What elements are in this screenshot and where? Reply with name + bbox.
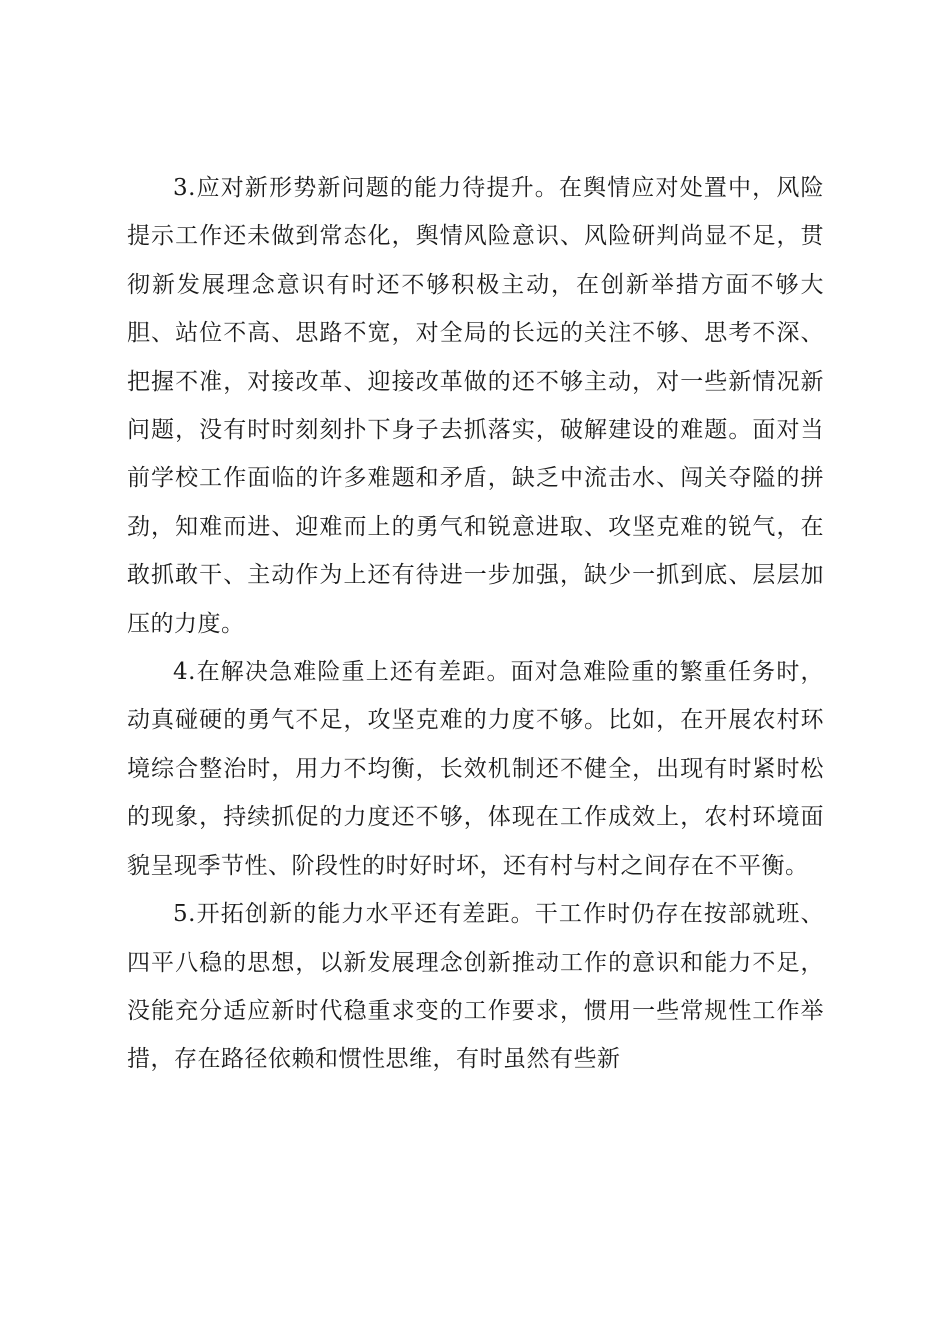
paragraph-3: 3.应对新形势新问题的能力待提升。在舆情应对处置中，风险提示工作还未做到常态化，舆情风险意识、风险研判尚显不足，贯彻新发展理念意识有时还不够积极主动，在创新举措方面不够大胆、站位不高、思路不宽，对全局的长远的关注不够、思考不深、把握不准，对接改革、迎接改革做的还不够主动，对一些新情况新问题，没有时时刻刻扑下身子去抓落实，破解建设的难题。面对当前学校工作面临的许多难题和矛盾，缺乏中流击水、闯关夺隘的拼劲，知难而进、迎难而上的勇气和锐意进取、攻坚克难的锐气，在敢抓敢干、主动作为上还有待进一步加强，缺少一抓到底、层层加压的力度。 [127, 175, 824, 637]
paragraph-5: 5.开拓创新的能力水平还有差距。干工作时仍存在按部就班、四平八稳的思想，以新发展理念创新推动工作的意识和能力不足，没能充分适应新时代稳重求变的工作要求，惯用一些常规性工作举措，存在路径依赖和惯性思维，有时虽然有些新 [127, 901, 824, 1073]
paragraph-4: 4.在解决急难险重上还有差距。面对急难险重的繁重任务时，动真碰硬的勇气不足，攻坚克难的力度不够。比如，在开展农村环境综合整治时，用力不均衡，长效机制还不健全，出现有时紧时松的现象，持续抓促的力度还不够，体现在工作成效上，农村环境面貌呈现季节性、阶段性的时好时坏，还有村与村之间存在不平衡。 [127, 659, 824, 879]
document-body [127, 164, 824, 1084]
